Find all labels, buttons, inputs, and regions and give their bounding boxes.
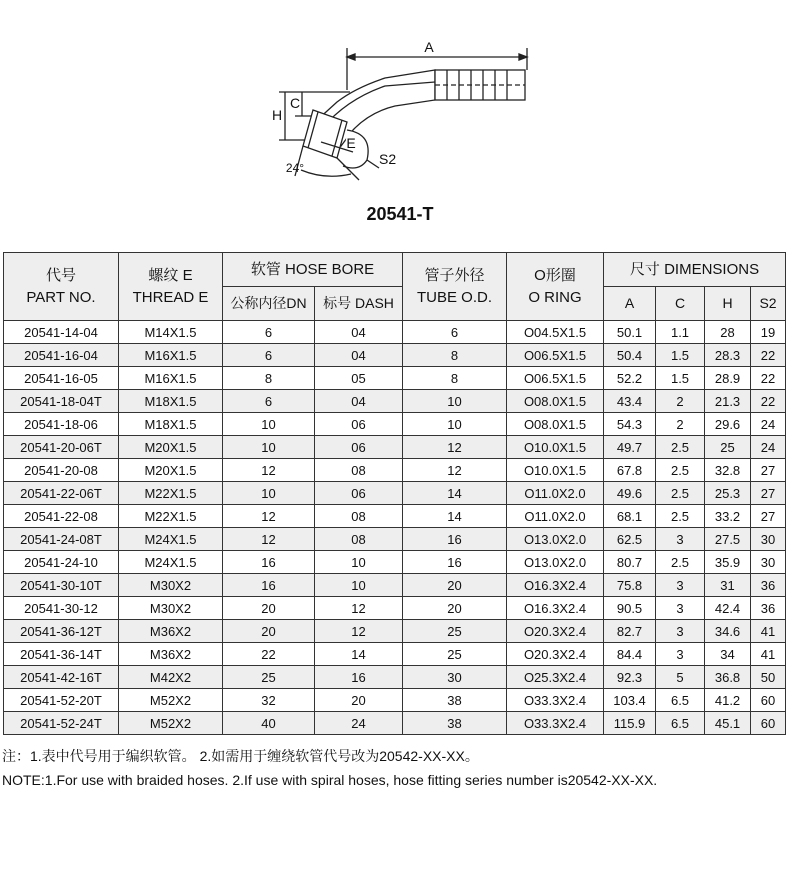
header-dim-a: A — [604, 287, 656, 321]
table-cell: 75.8 — [604, 574, 656, 597]
table-cell: 20 — [223, 597, 315, 620]
header-hose-bore: 软管 HOSE BORE — [223, 253, 403, 287]
header-dim-h: H — [705, 287, 751, 321]
table-cell: 12 — [403, 436, 507, 459]
table-cell: 1.5 — [656, 344, 705, 367]
table-cell: O13.0X2.0 — [507, 551, 604, 574]
header-dim-c: C — [656, 287, 705, 321]
table-cell: 08 — [315, 505, 403, 528]
table-cell: 20541-22-06T — [4, 482, 119, 505]
table-cell: 20 — [403, 597, 507, 620]
table-cell: 67.8 — [604, 459, 656, 482]
spec-table-body — [4, 321, 786, 735]
table-cell: 33.2 — [705, 505, 751, 528]
table-cell: 8 — [403, 344, 507, 367]
table-cell: 3 — [656, 528, 705, 551]
table-cell: 1.1 — [656, 321, 705, 344]
table-cell: 20 — [223, 620, 315, 643]
table-cell: 41 — [751, 643, 786, 666]
table-cell: 20541-24-10 — [4, 551, 119, 574]
table-cell: 16 — [403, 528, 507, 551]
table-cell: 25.3 — [705, 482, 751, 505]
table-cell: 2.5 — [656, 436, 705, 459]
table-cell: M30X2 — [119, 574, 223, 597]
model-title: 20541-T — [366, 204, 434, 224]
table-cell: 6.5 — [656, 712, 705, 735]
table-cell: 28.9 — [705, 367, 751, 390]
table-cell: 12 — [315, 597, 403, 620]
table-row — [4, 505, 786, 528]
table-cell: 22 — [223, 643, 315, 666]
table-cell: O20.3X2.4 — [507, 620, 604, 643]
table-cell: 36.8 — [705, 666, 751, 689]
table-cell: 84.4 — [604, 643, 656, 666]
table-row — [4, 528, 786, 551]
table-cell: 62.5 — [604, 528, 656, 551]
table-cell: 43.4 — [604, 390, 656, 413]
dim-label-angle: 24° — [285, 161, 305, 175]
table-cell: 19 — [751, 321, 786, 344]
table-cell: 24 — [751, 413, 786, 436]
table-cell: 20541-42-16T — [4, 666, 119, 689]
table-cell: 10 — [403, 390, 507, 413]
table-cell: 12 — [403, 459, 507, 482]
table-cell: O08.0X1.5 — [507, 413, 604, 436]
table-row — [4, 321, 786, 344]
table-cell: O10.0X1.5 — [507, 436, 604, 459]
table-cell: 27.5 — [705, 528, 751, 551]
table-cell: O33.3X2.4 — [507, 712, 604, 735]
table-cell: 14 — [403, 482, 507, 505]
table-cell: 20541-14-04 — [4, 321, 119, 344]
table-cell: 3 — [656, 643, 705, 666]
table-cell: M18X1.5 — [119, 390, 223, 413]
table-cell: 20541-20-08 — [4, 459, 119, 482]
table-cell: M30X2 — [119, 597, 223, 620]
table-cell: 54.3 — [604, 413, 656, 436]
table-cell: M22X1.5 — [119, 505, 223, 528]
table-cell: 2.5 — [656, 551, 705, 574]
table-cell: 50.1 — [604, 321, 656, 344]
table-cell: 41 — [751, 620, 786, 643]
table-cell: O06.5X1.5 — [507, 344, 604, 367]
table-cell: O13.0X2.0 — [507, 528, 604, 551]
table-cell: 68.1 — [604, 505, 656, 528]
table-cell: 30 — [751, 528, 786, 551]
table-cell: 21.3 — [705, 390, 751, 413]
table-cell: 60 — [751, 689, 786, 712]
dim-label-h: H — [271, 107, 283, 123]
table-cell: 41.2 — [705, 689, 751, 712]
table-cell: 20541-36-12T — [4, 620, 119, 643]
table-cell: 22 — [751, 390, 786, 413]
table-cell: 10 — [315, 551, 403, 574]
table-cell: 12 — [315, 620, 403, 643]
table-cell: 6 — [223, 390, 315, 413]
note-chinese: 注：1.表中代号用于编织软管。 2.如需用于缠绕软管代号改为20542-XX-XX。 — [2, 748, 479, 764]
table-cell: M16X1.5 — [119, 367, 223, 390]
table-cell: 04 — [315, 344, 403, 367]
table-cell: 20 — [315, 689, 403, 712]
table-cell: 2 — [656, 390, 705, 413]
table-cell: 31 — [705, 574, 751, 597]
table-cell: 04 — [315, 321, 403, 344]
table-cell: 52.2 — [604, 367, 656, 390]
table-cell: 14 — [403, 505, 507, 528]
table-cell: 36 — [751, 597, 786, 620]
table-cell: O04.5X1.5 — [507, 321, 604, 344]
table-cell: 5 — [656, 666, 705, 689]
table-cell: 22 — [751, 367, 786, 390]
table-cell: 05 — [315, 367, 403, 390]
table-cell: M36X2 — [119, 643, 223, 666]
table-row — [4, 459, 786, 482]
table-cell: 90.5 — [604, 597, 656, 620]
table-cell: 27 — [751, 482, 786, 505]
table-cell: 20541-18-04T — [4, 390, 119, 413]
table-cell: 04 — [315, 390, 403, 413]
header-o-ring: O形圈 O RING — [507, 253, 604, 321]
table-cell: 103.4 — [604, 689, 656, 712]
fitting-drawing — [255, 30, 555, 190]
table-cell: 25 — [223, 666, 315, 689]
table-cell: 20541-30-10T — [4, 574, 119, 597]
table-cell: 29.6 — [705, 413, 751, 436]
table-cell: 38 — [403, 689, 507, 712]
table-cell: M18X1.5 — [119, 413, 223, 436]
table-cell: 36 — [751, 574, 786, 597]
table-cell: 12 — [223, 459, 315, 482]
header-dim-s2: S2 — [751, 287, 786, 321]
table-cell: 27 — [751, 505, 786, 528]
table-cell: M20X1.5 — [119, 436, 223, 459]
table-cell: 35.9 — [705, 551, 751, 574]
notes — [2, 744, 657, 792]
table-cell: M42X2 — [119, 666, 223, 689]
header-dn: 公称内径DN — [223, 287, 315, 321]
table-cell: 16 — [403, 551, 507, 574]
table-cell: 49.7 — [604, 436, 656, 459]
table-cell: M14X1.5 — [119, 321, 223, 344]
table-cell: M24X1.5 — [119, 551, 223, 574]
table-cell: 24 — [751, 436, 786, 459]
table-cell: 32.8 — [705, 459, 751, 482]
table-cell: 30 — [403, 666, 507, 689]
table-row — [4, 344, 786, 367]
table-cell: M52X2 — [119, 712, 223, 735]
table-cell: 24 — [315, 712, 403, 735]
table-cell: M52X2 — [119, 689, 223, 712]
table-cell: 6.5 — [656, 689, 705, 712]
dim-label-a: A — [424, 39, 434, 55]
table-cell: M20X1.5 — [119, 459, 223, 482]
table-row — [4, 666, 786, 689]
table-cell: 92.3 — [604, 666, 656, 689]
table-row — [4, 390, 786, 413]
table-row — [4, 620, 786, 643]
table-cell: 20541-22-08 — [4, 505, 119, 528]
table-cell: 34 — [705, 643, 751, 666]
table-cell: 20541-16-04 — [4, 344, 119, 367]
table-cell: 14 — [315, 643, 403, 666]
table-cell: 1.5 — [656, 367, 705, 390]
table-row — [4, 367, 786, 390]
table-cell: 08 — [315, 459, 403, 482]
table-cell: 40 — [223, 712, 315, 735]
table-row — [4, 482, 786, 505]
table-cell: 16 — [223, 574, 315, 597]
table-row — [4, 643, 786, 666]
table-cell: 20541-24-08T — [4, 528, 119, 551]
table-cell: O16.3X2.4 — [507, 597, 604, 620]
table-cell: O10.0X1.5 — [507, 459, 604, 482]
note-english: NOTE:1.For use with braided hoses. 2.If use with spiral hoses, hose fitting series number is20542-XX-XX. — [2, 772, 658, 788]
table-cell: O20.3X2.4 — [507, 643, 604, 666]
table-cell: 28 — [705, 321, 751, 344]
table-cell: 06 — [315, 436, 403, 459]
table-cell: 42.4 — [705, 597, 751, 620]
table-cell: 06 — [315, 482, 403, 505]
table-cell: 08 — [315, 528, 403, 551]
table-cell: 22 — [751, 344, 786, 367]
table-cell: 30 — [751, 551, 786, 574]
table-cell: 2.5 — [656, 505, 705, 528]
table-cell: 20 — [403, 574, 507, 597]
table-row — [4, 597, 786, 620]
header-part-no: 代号 PART NO. — [4, 253, 119, 321]
table-cell: 2.5 — [656, 482, 705, 505]
table-cell: M16X1.5 — [119, 344, 223, 367]
table-cell: 6 — [223, 344, 315, 367]
table-cell: 28.3 — [705, 344, 751, 367]
table-cell: 12 — [223, 505, 315, 528]
table-cell: 12 — [223, 528, 315, 551]
table-cell: 45.1 — [705, 712, 751, 735]
table-cell: 50 — [751, 666, 786, 689]
table-cell: 10 — [223, 436, 315, 459]
header-thread: 螺纹 E THREAD E — [119, 253, 223, 321]
table-cell: 2 — [656, 413, 705, 436]
table-cell: 3 — [656, 597, 705, 620]
table-row — [4, 436, 786, 459]
spec-table — [3, 252, 786, 735]
table-cell: M22X1.5 — [119, 482, 223, 505]
dim-label-e: E — [346, 135, 356, 151]
table-cell: M36X2 — [119, 620, 223, 643]
table-cell: 38 — [403, 712, 507, 735]
table-cell: 25 — [403, 643, 507, 666]
table-cell: 10 — [223, 413, 315, 436]
table-cell: 82.7 — [604, 620, 656, 643]
table-cell: 20541-20-06T — [4, 436, 119, 459]
table-cell: 27 — [751, 459, 786, 482]
header-dimensions: 尺寸 DIMENSIONS — [604, 253, 786, 287]
table-cell: O16.3X2.4 — [507, 574, 604, 597]
table-cell: 16 — [223, 551, 315, 574]
table-cell: 32 — [223, 689, 315, 712]
table-row — [4, 574, 786, 597]
dim-label-s2: S2 — [379, 151, 397, 167]
table-cell: 20541-30-12 — [4, 597, 119, 620]
table-cell: O11.0X2.0 — [507, 482, 604, 505]
table-row — [4, 689, 786, 712]
table-cell: 34.6 — [705, 620, 751, 643]
table-cell: 20541-16-05 — [4, 367, 119, 390]
table-cell: 8 — [223, 367, 315, 390]
table-cell: 115.9 — [604, 712, 656, 735]
table-cell: 10 — [223, 482, 315, 505]
table-cell: 06 — [315, 413, 403, 436]
table-row — [4, 413, 786, 436]
table-cell: 8 — [403, 367, 507, 390]
table-cell: O33.3X2.4 — [507, 689, 604, 712]
table-cell: O25.3X2.4 — [507, 666, 604, 689]
table-row — [4, 712, 786, 735]
table-cell: 10 — [315, 574, 403, 597]
table-cell: 20541-52-24T — [4, 712, 119, 735]
table-cell: 10 — [403, 413, 507, 436]
header-dash: 标号 DASH — [315, 287, 403, 321]
table-cell: 20541-18-06 — [4, 413, 119, 436]
table-cell: O11.0X2.0 — [507, 505, 604, 528]
table-cell: O06.5X1.5 — [507, 367, 604, 390]
table-cell: 3 — [656, 574, 705, 597]
table-cell: 6 — [403, 321, 507, 344]
dim-label-c: C — [289, 95, 301, 111]
table-cell: 49.6 — [604, 482, 656, 505]
table-cell: 25 — [705, 436, 751, 459]
table-cell: 20541-36-14T — [4, 643, 119, 666]
table-cell: M24X1.5 — [119, 528, 223, 551]
table-cell: 16 — [315, 666, 403, 689]
table-cell: 6 — [223, 321, 315, 344]
table-cell: 20541-52-20T — [4, 689, 119, 712]
table-cell: 3 — [656, 620, 705, 643]
table-row — [4, 551, 786, 574]
table-cell: 60 — [751, 712, 786, 735]
table-cell: O08.0X1.5 — [507, 390, 604, 413]
table-cell: 2.5 — [656, 459, 705, 482]
table-cell: 80.7 — [604, 551, 656, 574]
table-cell: 25 — [403, 620, 507, 643]
header-tube-od: 管子外径 TUBE O.D. — [403, 253, 507, 321]
table-cell: 50.4 — [604, 344, 656, 367]
